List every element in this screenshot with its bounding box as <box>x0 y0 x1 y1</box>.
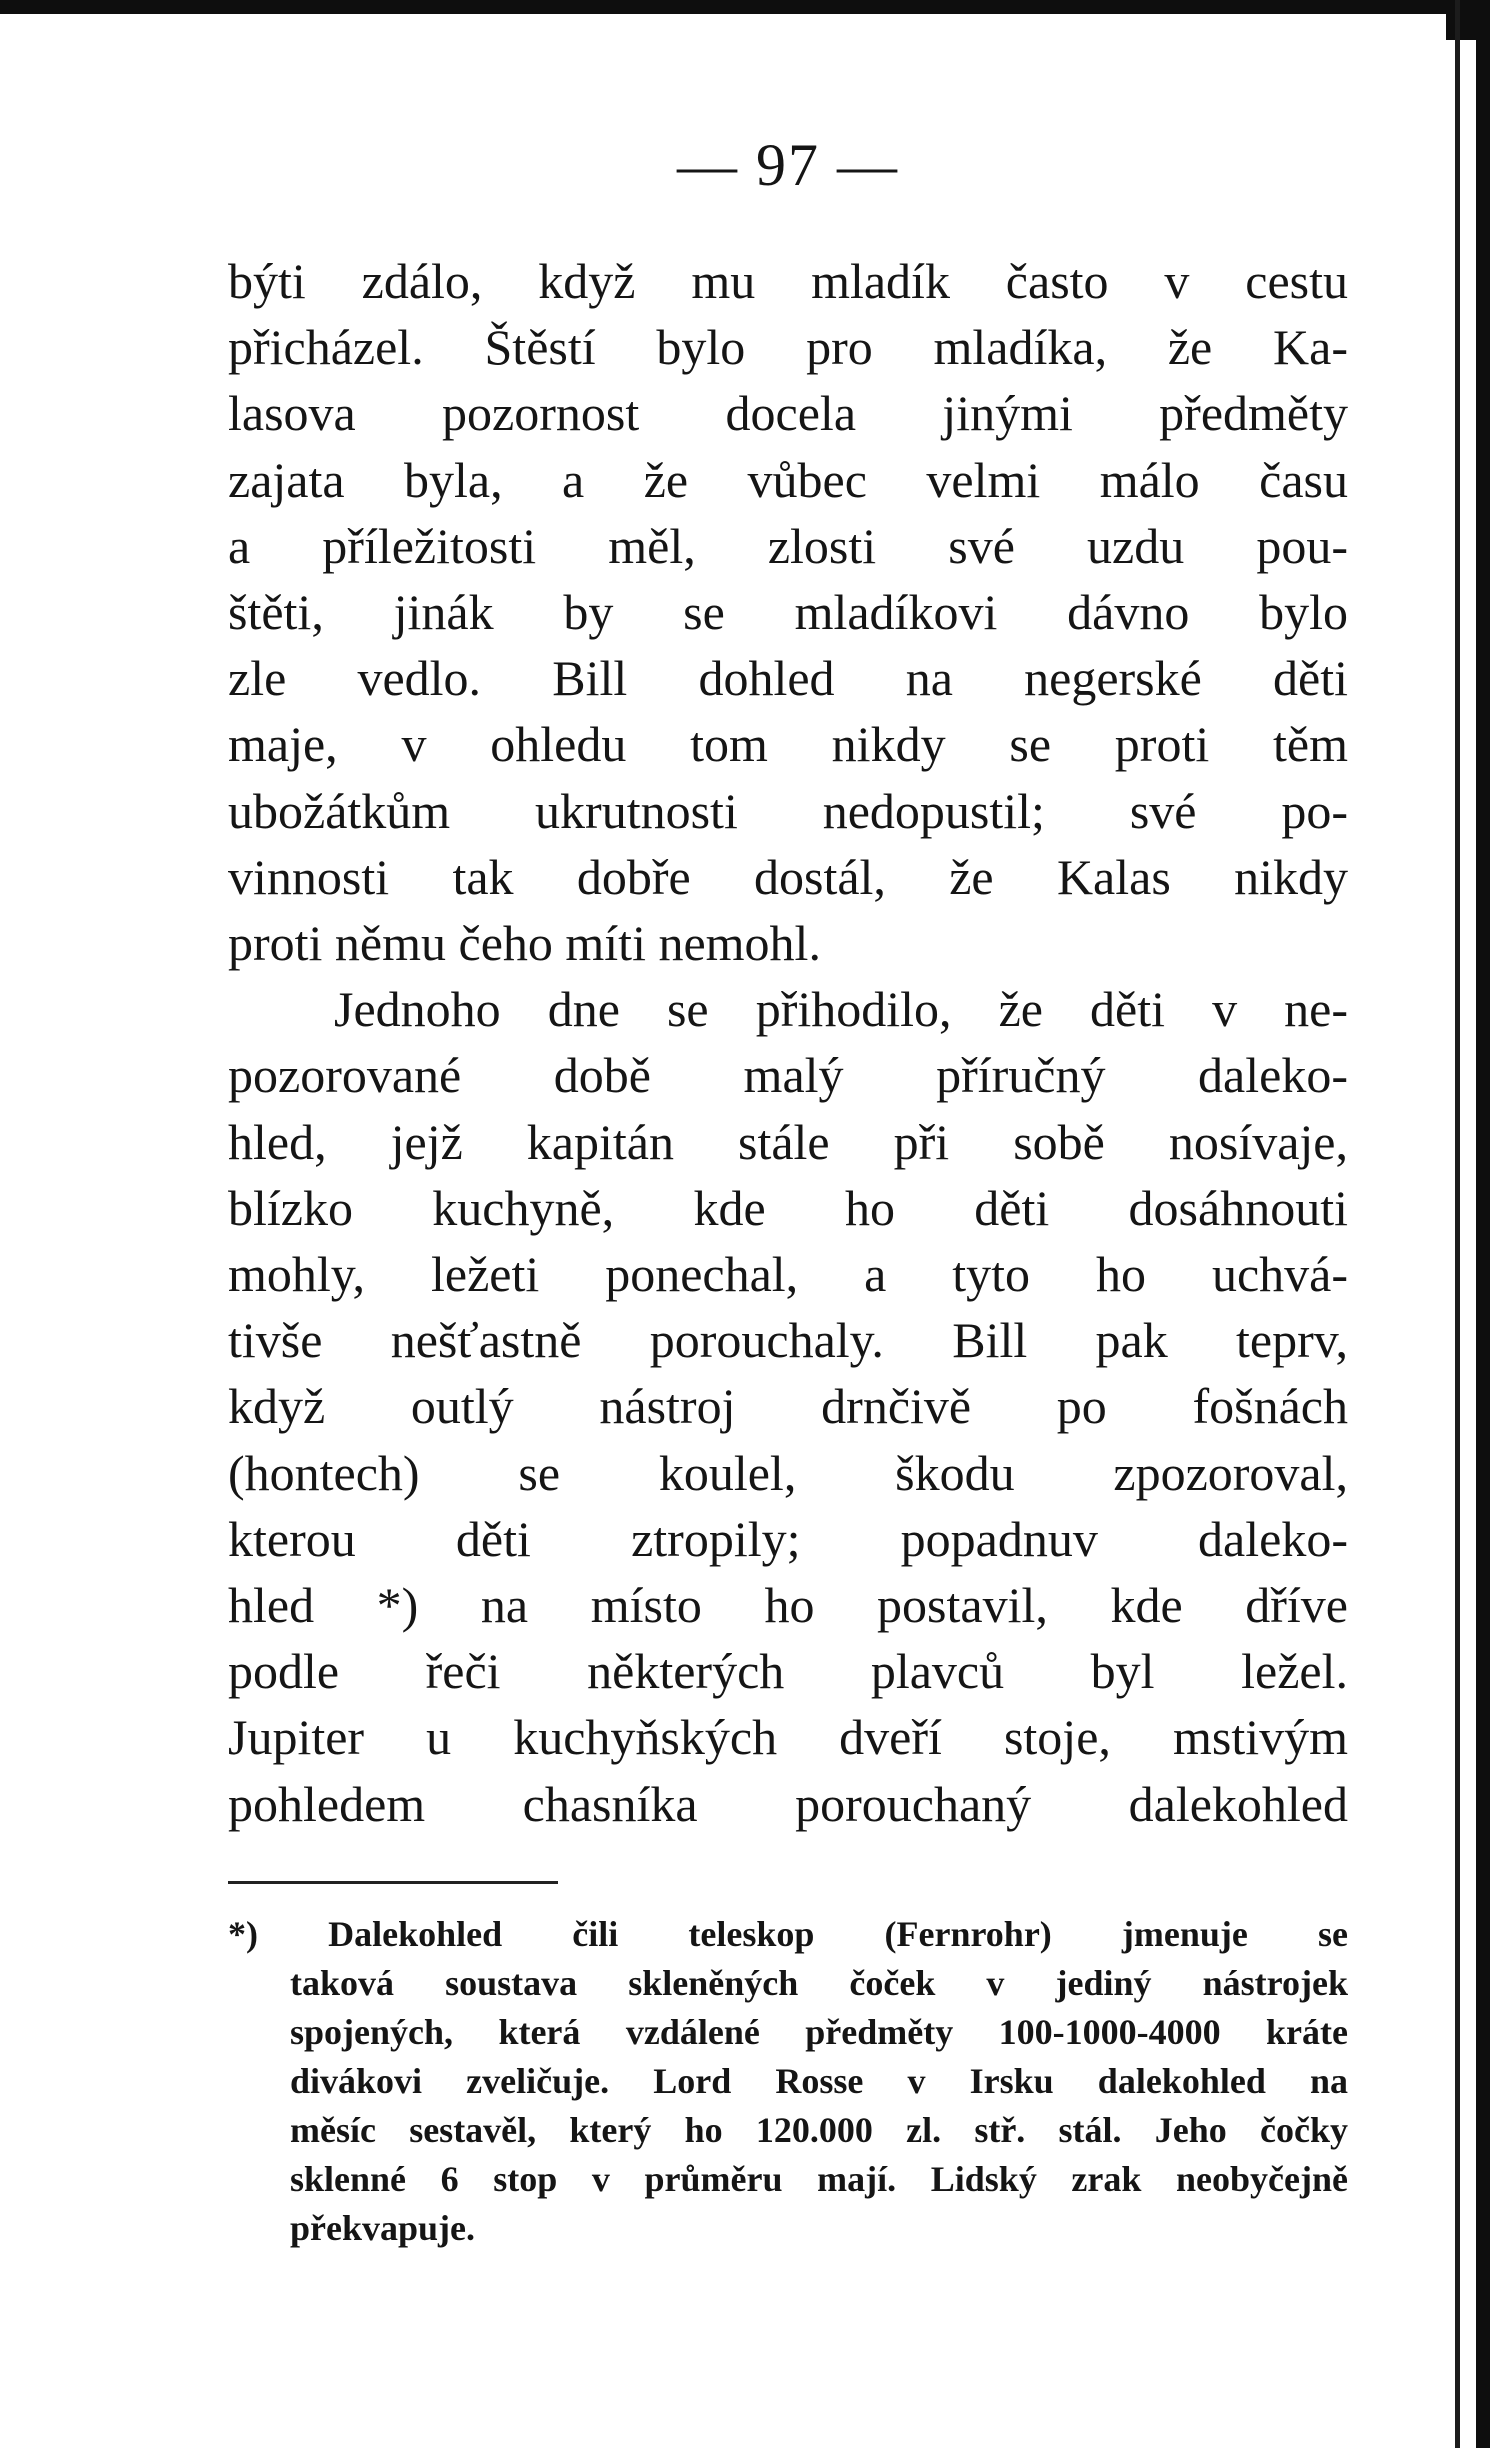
text-line: pozorované době malý příručný daleko- <box>228 1047 1348 1104</box>
text-line: lasova pozornost docela jinými předměty <box>228 385 1348 442</box>
scan-border-top <box>0 0 1490 14</box>
footnote-line: měsíc sestavěl, který ho 120.000 zl. stř. stál. Jeho čočky <box>290 2109 1348 2150</box>
text-line: kterou děti ztropily; popadnuv daleko- <box>228 1510 1348 1567</box>
text-line: býti zdálo, když mu mladík často v cestu <box>228 253 1348 309</box>
footnote-line: divákovi zveličuje. Lord Rosse v Irsku dalekohled na <box>290 2060 1348 2101</box>
text-line: hled, jejž kapitán stále při sobě nosívaje, <box>228 1113 1348 1170</box>
text-line: štěti, jinák by se mladíkovi dávno bylo <box>228 584 1348 641</box>
text-line: pohledem chasníka porouchaný dalekohled <box>228 1775 1348 1832</box>
footnote-line: spojených, která vzdálené předměty 100-1000-4000 kráte <box>290 2011 1348 2052</box>
text-line: zle vedlo. Bill dohled na negerské děti <box>228 650 1348 707</box>
text-line: mohly, ležeti ponechal, a tyto ho uchvá- <box>228 1246 1348 1303</box>
footnote-line: taková soustava skleněných čoček v jediný nástrojek <box>290 1962 1348 2003</box>
text-line: blízko kuchyně, kde ho děti dosáhnouti <box>228 1179 1348 1236</box>
text-line: a příležitosti měl, zlosti své uzdu pou- <box>228 517 1348 574</box>
footnote <box>228 1910 1348 2253</box>
text-line: proti němu čeho míti nemohl. <box>228 915 821 972</box>
page-number: — 97 — <box>677 132 899 198</box>
body-text <box>228 248 1348 1837</box>
text-line: hled *) na místo ho postavil, kde dříve <box>228 1577 1348 1634</box>
text-line: ubožátkům ukrutnosti nedopustil; své po- <box>228 782 1348 839</box>
footnote-line: sklenné 6 stop v průměru mají. Lidský zrak neobyčejně <box>290 2158 1348 2199</box>
text-line: vinnosti tak dobře dostál, že Kalas nikdy <box>228 848 1348 905</box>
scan-border-right-inner <box>1455 0 1460 2448</box>
text-line: tivše nešťastně porouchaly. Bill pak teprv, <box>228 1312 1348 1369</box>
text-line: Jupiter u kuchyňských dveří stoje, mstivým <box>228 1709 1348 1766</box>
text-line: maje, v ohledu tom nikdy se proti těm <box>228 716 1348 773</box>
footnote-separator <box>228 1881 558 1884</box>
text-line: když outlý nástroj drnčivě po fošnách <box>228 1378 1348 1435</box>
scan-border-corner <box>1446 0 1476 40</box>
scan-border-right <box>1476 0 1490 2448</box>
footnote-line: *) Dalekohled čili teleskop (Fernrohr) jmenuje se <box>228 1913 1348 1954</box>
footnote-line: překvapuje. <box>290 2207 476 2248</box>
text-line: zajata byla, a že vůbec velmi málo času <box>228 451 1348 508</box>
text-line: podle řeči některých plavců byl ležel. <box>228 1643 1348 1700</box>
book-page <box>228 120 1348 2253</box>
text-line: (hontech) se koulel, škodu zpozoroval, <box>228 1444 1348 1501</box>
text-line-paragraph-start: Jednoho dne se přihodilo, že děti v ne- <box>334 981 1348 1038</box>
text-line: přicházel. Štěstí bylo pro mladíka, že Ka- <box>228 319 1348 376</box>
